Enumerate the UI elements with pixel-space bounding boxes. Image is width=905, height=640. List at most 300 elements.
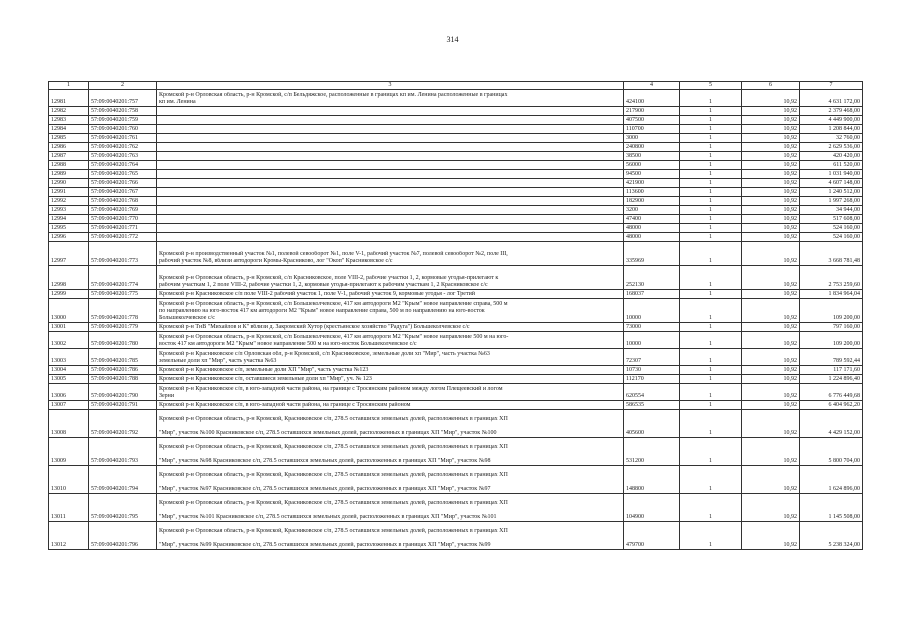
cadastral-number: 57:09:0040201:757 xyxy=(89,90,157,107)
description-cell xyxy=(157,366,624,375)
area-value: 182900 xyxy=(624,197,680,206)
cadastral-number: 57:09:0040201:772 xyxy=(89,233,157,242)
header-col-1: 1 xyxy=(49,82,89,90)
description-line: Кромской р-н производственный участок №1, полевой севооборот №1, поле V-1, рабочий участок №7, полевой севооборот №2, поле III, xyxy=(159,251,508,257)
description-cell xyxy=(157,375,624,384)
row-number: 12996 xyxy=(49,233,89,242)
cadastral-number: 57:09:0040201:767 xyxy=(89,188,157,197)
rate-value: 10,92 xyxy=(742,494,800,522)
cadastral-value: 6 404 962,20 xyxy=(800,401,863,410)
cadastral-number: 57:09:0040201:774 xyxy=(89,266,157,290)
table-row xyxy=(49,332,863,349)
description-cell xyxy=(157,332,624,349)
column-5-value: 1 xyxy=(680,134,742,143)
cadastral-value: 34 944,00 xyxy=(800,206,863,215)
table-row xyxy=(49,384,863,401)
row-number: 13009 xyxy=(49,438,89,466)
rate-value: 10,92 xyxy=(742,197,800,206)
area-value: 217900 xyxy=(624,107,680,116)
cadastral-value: 5 238 324,00 xyxy=(800,522,863,550)
cadastral-value: 109 200,00 xyxy=(800,299,863,323)
row-number: 12989 xyxy=(49,170,89,179)
rate-value: 10,92 xyxy=(742,349,800,366)
header-col-2: 2 xyxy=(89,82,157,90)
description-cell xyxy=(157,410,624,438)
description-cell xyxy=(157,179,624,188)
cadastral-number: 57:09:0040201:780 xyxy=(89,332,157,349)
cadastral-value: 2 629 536,00 xyxy=(800,143,863,152)
row-number: 12995 xyxy=(49,224,89,233)
cadastral-value: 109 200,00 xyxy=(800,332,863,349)
row-number: 12991 xyxy=(49,188,89,197)
area-value: 479700 xyxy=(624,522,680,550)
table-row xyxy=(49,206,863,215)
area-value: 73000 xyxy=(624,323,680,332)
cadastral-value: 1 145 508,00 xyxy=(800,494,863,522)
rate-value: 10,92 xyxy=(742,179,800,188)
cadastral-number: 57:09:0040201:761 xyxy=(89,134,157,143)
table-row xyxy=(49,224,863,233)
row-number: 13001 xyxy=(49,323,89,332)
description-line: "Мир", участок №100 Красниковское с/п, 278.5 оставшихся земельных долей, расположенных в границах ХП "Мир", участок №100 xyxy=(159,430,497,436)
rate-value: 10,92 xyxy=(742,224,800,233)
row-number: 12986 xyxy=(49,143,89,152)
column-5-value: 1 xyxy=(680,233,742,242)
column-5-value: 1 xyxy=(680,143,742,152)
register-body xyxy=(49,90,863,550)
description-cell xyxy=(157,197,624,206)
area-value: 48000 xyxy=(624,233,680,242)
description-line xyxy=(159,216,621,223)
header-row xyxy=(49,82,863,90)
description-cell xyxy=(157,206,624,215)
table-row xyxy=(49,349,863,366)
description-cell xyxy=(157,349,624,366)
column-5-value: 1 xyxy=(680,466,742,494)
table-row xyxy=(49,299,863,323)
description-cell xyxy=(157,466,624,494)
rate-value: 10,92 xyxy=(742,125,800,134)
column-5-value: 1 xyxy=(680,332,742,349)
table-row xyxy=(49,170,863,179)
rate-value: 10,92 xyxy=(742,188,800,197)
row-number: 13005 xyxy=(49,375,89,384)
description-line xyxy=(159,198,621,205)
cadastral-number: 57:09:0040201:769 xyxy=(89,206,157,215)
table-row xyxy=(49,215,863,224)
area-value: 10000 xyxy=(624,299,680,323)
description-line: Кромской р-н Красниковское с/п Орловская обл, р-н Кромской, с/п Красниковское, земельные доли хп "Мир", часть участка №63 xyxy=(159,351,490,357)
cadastral-number: 57:09:0040201:791 xyxy=(89,401,157,410)
description-line: "Мир", участок №101 Красниковское с/п, 278.5 оставшихся земельных долей, расположенных в границах ХП "Мир", участок №101 xyxy=(159,514,497,520)
row-number: 12984 xyxy=(49,125,89,134)
cadastral-value: 5 800 704,00 xyxy=(800,438,863,466)
cadastral-value: 6 776 449,68 xyxy=(800,384,863,401)
row-number: 13003 xyxy=(49,349,89,366)
row-number: 13011 xyxy=(49,494,89,522)
cadastral-value: 1 240 512,00 xyxy=(800,188,863,197)
register-table xyxy=(48,81,863,550)
table-row xyxy=(49,152,863,161)
area-value: 424100 xyxy=(624,90,680,107)
description-line: Кромской р-н Орловская область, р-н Кромской, Красниковское с/п, 278.5 оставшихся земельных долей, расположенных в границах ХП xyxy=(159,472,508,478)
area-value: 335969 xyxy=(624,242,680,266)
cadastral-value: 524 160,00 xyxy=(800,224,863,233)
table-row xyxy=(49,116,863,125)
cadastral-value: 611 520,00 xyxy=(800,161,863,170)
description-line xyxy=(159,108,621,115)
column-5-value: 1 xyxy=(680,494,742,522)
cadastral-number: 57:09:0040201:762 xyxy=(89,143,157,152)
column-5-value: 1 xyxy=(680,299,742,323)
column-5-value: 1 xyxy=(680,152,742,161)
table-row xyxy=(49,134,863,143)
row-number: 12982 xyxy=(49,107,89,116)
cadastral-value: 789 592,44 xyxy=(800,349,863,366)
rate-value: 10,92 xyxy=(742,410,800,438)
description-line: Кромской р-н ТнВ "Михайлов и К" вблизи д. Закромский Хутор (крестьянское хозяйство "Радуга") Большеколчевское с/с xyxy=(159,324,470,330)
description-cell xyxy=(157,215,624,224)
cadastral-value: 1 224 896,40 xyxy=(800,375,863,384)
cadastral-number: 57:09:0040201:793 xyxy=(89,438,157,466)
rate-value: 10,92 xyxy=(742,206,800,215)
area-value: 421900 xyxy=(624,179,680,188)
table-row xyxy=(49,233,863,242)
description-line: "Мир", участок №99 Красниковское с/п, 278.5 оставшихся земельных долей, расположенных в границах ХП "Мир", участок №99 xyxy=(159,542,491,548)
column-5-value: 1 xyxy=(680,290,742,299)
cadastral-number: 57:09:0040201:760 xyxy=(89,125,157,134)
table-row xyxy=(49,242,863,266)
table-row xyxy=(49,161,863,170)
area-value: 48000 xyxy=(624,224,680,233)
row-number: 12990 xyxy=(49,179,89,188)
header-col-4: 4 xyxy=(624,82,680,90)
column-5-value: 1 xyxy=(680,323,742,332)
table-row xyxy=(49,125,863,134)
rate-value: 10,92 xyxy=(742,290,800,299)
description-line xyxy=(159,162,621,169)
description-cell xyxy=(157,290,624,299)
table-row xyxy=(49,323,863,332)
row-number: 13008 xyxy=(49,410,89,438)
area-value: 405600 xyxy=(624,410,680,438)
cadastral-number: 57:09:0040201:790 xyxy=(89,384,157,401)
cadastral-number: 57:09:0040201:775 xyxy=(89,290,157,299)
description-line: рабочим участкам 1, 2 поле VIII-2, рабочие участки 1, 2, кормовые угодья-прилегают к рабочим участкам 1, 2 Красниковское с/с xyxy=(159,282,488,288)
row-number: 13000 xyxy=(49,299,89,323)
row-number: 13002 xyxy=(49,332,89,349)
rate-value: 10,92 xyxy=(742,299,800,323)
description-line: Кромской р-н Орловская область, р-н Кромской, с/п Большеколчевское, 417 км автодороги М2 "Крым" новое направление справа, 500 м xyxy=(159,301,508,307)
description-line: рабочий участок №8, вблизи автодороги Кромы-Красниково, лог "Окоп" Красниковское с/с xyxy=(159,258,393,264)
cadastral-value: 1 834 964,04 xyxy=(800,290,863,299)
description-cell xyxy=(157,522,624,550)
cadastral-number: 57:09:0040201:759 xyxy=(89,116,157,125)
description-cell xyxy=(157,134,624,143)
cadastral-value: 4 449 900,00 xyxy=(800,116,863,125)
description-cell xyxy=(157,266,624,290)
cadastral-value: 797 160,00 xyxy=(800,323,863,332)
rate-value: 10,92 xyxy=(742,233,800,242)
area-value: 104900 xyxy=(624,494,680,522)
description-cell xyxy=(157,242,624,266)
area-value: 407500 xyxy=(624,116,680,125)
description-cell xyxy=(157,323,624,332)
table-row xyxy=(49,401,863,410)
cadastral-value: 4 429 152,00 xyxy=(800,410,863,438)
area-value: 10000 xyxy=(624,332,680,349)
description-line: Кромской р-н Красниковское с/п, земельные доли ХП "Мир", часть участка №123 xyxy=(159,367,369,373)
area-value: 252130 xyxy=(624,266,680,290)
column-5-value: 1 xyxy=(680,242,742,266)
cadastral-value: 3 668 781,48 xyxy=(800,242,863,266)
cadastral-number: 57:09:0040201:758 xyxy=(89,107,157,116)
description-line xyxy=(159,451,621,458)
cadastral-number: 57:09:0040201:792 xyxy=(89,410,157,438)
row-number: 12998 xyxy=(49,266,89,290)
cadastral-number: 57:09:0040201:778 xyxy=(89,299,157,323)
description-line xyxy=(159,207,621,214)
rate-value: 10,92 xyxy=(742,215,800,224)
table-row xyxy=(49,197,863,206)
description-line xyxy=(159,234,621,241)
description-line: Кромской р-н Орловская область, р-н Кромской, Красниковское с/п, 278.5 оставшихся земельных долей, расположенных в границах ХП xyxy=(159,444,508,450)
rate-value: 10,92 xyxy=(742,266,800,290)
cadastral-number: 57:09:0040201:796 xyxy=(89,522,157,550)
description-line: Кромской р-н Орловская область, р-н Кромской, Красниковское с/п, 278.5 оставшихся земельных долей, расположенных в границах ХП xyxy=(159,528,508,534)
area-value: 110700 xyxy=(624,125,680,134)
row-number: 13012 xyxy=(49,522,89,550)
cadastral-number: 57:09:0040201:764 xyxy=(89,161,157,170)
column-5-value: 1 xyxy=(680,522,742,550)
area-value: 620554 xyxy=(624,384,680,401)
column-5-value: 1 xyxy=(680,410,742,438)
cadastral-number: 57:09:0040201:788 xyxy=(89,375,157,384)
description-cell xyxy=(157,494,624,522)
description-line xyxy=(159,144,621,151)
description-cell xyxy=(157,188,624,197)
table-row xyxy=(49,410,863,438)
cadastral-value: 32 760,00 xyxy=(800,134,863,143)
description-line: Кромской р-н Красниковское с/п, оставшиеся земельные доли хп "Мир", уч. № 123 xyxy=(159,376,372,382)
table-row xyxy=(49,522,863,550)
area-value: 531200 xyxy=(624,438,680,466)
row-number: 12988 xyxy=(49,161,89,170)
cadastral-value: 1 031 940,00 xyxy=(800,170,863,179)
rate-value: 10,92 xyxy=(742,152,800,161)
description-line xyxy=(159,153,621,160)
description-line xyxy=(159,117,621,124)
rate-value: 10,92 xyxy=(742,116,800,125)
description-cell xyxy=(157,384,624,401)
description-line xyxy=(159,535,621,542)
rate-value: 10,92 xyxy=(742,366,800,375)
area-value: 47400 xyxy=(624,215,680,224)
area-value: 113600 xyxy=(624,188,680,197)
rate-value: 10,92 xyxy=(742,242,800,266)
description-line: кп им. Ленина xyxy=(159,99,196,105)
cadastral-value: 517 608,00 xyxy=(800,215,863,224)
description-cell xyxy=(157,125,624,134)
rate-value: 10,92 xyxy=(742,332,800,349)
column-5-value: 1 xyxy=(680,384,742,401)
cadastral-value: 420 420,00 xyxy=(800,152,863,161)
area-value: 3000 xyxy=(624,134,680,143)
column-5-value: 1 xyxy=(680,179,742,188)
description-line: Кромской р-н Орловская область, р-н Кромской, с/п Большеколчевское, 417 км автодороги М2 "Крым" новое направление 500 м на юго- xyxy=(159,334,509,340)
description-cell xyxy=(157,143,624,152)
row-number: 12993 xyxy=(49,206,89,215)
description-cell xyxy=(157,299,624,323)
cadastral-number: 57:09:0040201:765 xyxy=(89,170,157,179)
rate-value: 10,92 xyxy=(742,401,800,410)
description-line: Кромской р-н Красниковское с/п, в юго-западной части района, на границе с Тросянским районом между логом Плещеевский и логом xyxy=(159,386,503,392)
row-number: 12992 xyxy=(49,197,89,206)
rate-value: 10,92 xyxy=(742,170,800,179)
rate-value: 10,92 xyxy=(742,522,800,550)
row-number: 13010 xyxy=(49,466,89,494)
description-cell xyxy=(157,152,624,161)
table-row xyxy=(49,179,863,188)
column-5-value: 1 xyxy=(680,224,742,233)
cadastral-value: 1 997 268,00 xyxy=(800,197,863,206)
description-line: Кромской р-н Орловская область, р-н Кромской, Красниковское с/п, 278.5 оставшихся земельных долей, расположенных в границах ХП xyxy=(159,500,508,506)
description-line: Кромской р-н Красниковское с/п, в юго-западной части района, на границе с Тросянским районом xyxy=(159,402,411,408)
table-row xyxy=(49,438,863,466)
row-number: 12987 xyxy=(49,152,89,161)
table-row xyxy=(49,107,863,116)
description-line: земельные доли хп "Мир", часть участка №63 xyxy=(159,358,277,364)
cadastral-number: 57:09:0040201:794 xyxy=(89,466,157,494)
area-value: 586535 xyxy=(624,401,680,410)
column-5-value: 1 xyxy=(680,107,742,116)
cadastral-value: 2 379 468,00 xyxy=(800,107,863,116)
row-number: 12999 xyxy=(49,290,89,299)
area-value: 72307 xyxy=(624,349,680,366)
table-row xyxy=(49,494,863,522)
table-row xyxy=(49,290,863,299)
header-col-7: 7 xyxy=(800,82,863,90)
page-number: 314 xyxy=(446,35,459,44)
cadastral-value: 4 631 172,00 xyxy=(800,90,863,107)
description-cell xyxy=(157,161,624,170)
description-line: "Мир", участок №98 Красниковское с/п, 278.5 оставшихся земельных долей, расположенных в границах ХП "Мир", участок №98 xyxy=(159,458,491,464)
description-line: восток 417 км автодороги М2 "Крым" новое направление 500 м на юго-восток Большеколчевское с/с xyxy=(159,341,417,347)
area-value: 3200 xyxy=(624,206,680,215)
row-number: 12981 xyxy=(49,90,89,107)
cadastral-value: 524 160,00 xyxy=(800,233,863,242)
description-line: "Мир", участок №97 Красниковское с/п, 278.5 оставшихся земельных долей, расположенных в границах ХП "Мир", участок №97 xyxy=(159,486,491,492)
table-row xyxy=(49,366,863,375)
column-5-value: 1 xyxy=(680,375,742,384)
area-value: 148800 xyxy=(624,466,680,494)
column-5-value: 1 xyxy=(680,125,742,134)
column-5-value: 1 xyxy=(680,188,742,197)
area-value: 240800 xyxy=(624,143,680,152)
header-col-5: 5 xyxy=(680,82,742,90)
cadastral-number: 57:09:0040201:766 xyxy=(89,179,157,188)
description-cell xyxy=(157,438,624,466)
column-5-value: 1 xyxy=(680,401,742,410)
table-row xyxy=(49,266,863,290)
description-line: Большеколчевское с/с xyxy=(159,315,215,321)
rate-value: 10,92 xyxy=(742,466,800,494)
description-cell xyxy=(157,224,624,233)
header-col-6: 6 xyxy=(742,82,800,90)
cadastral-value: 4 607 148,00 xyxy=(800,179,863,188)
description-line xyxy=(159,423,621,430)
column-5-value: 1 xyxy=(680,197,742,206)
description-cell xyxy=(157,170,624,179)
cadastral-number: 57:09:0040201:785 xyxy=(89,349,157,366)
table-row xyxy=(49,375,863,384)
rate-value: 10,92 xyxy=(742,90,800,107)
column-5-value: 1 xyxy=(680,349,742,366)
description-line: по направлению на юго-восток 417 км автодороги М2 "Крым" новое направление справа, 500 м по направлению на юго-восток xyxy=(159,308,485,314)
rate-value: 10,92 xyxy=(742,143,800,152)
column-5-value: 1 xyxy=(680,90,742,107)
description-line xyxy=(159,180,621,187)
cadastral-number: 57:09:0040201:779 xyxy=(89,323,157,332)
cadastral-value: 1 208 844,00 xyxy=(800,125,863,134)
table-row xyxy=(49,188,863,197)
area-value: 56000 xyxy=(624,161,680,170)
area-value: 38500 xyxy=(624,152,680,161)
cadastral-number: 57:09:0040201:773 xyxy=(89,242,157,266)
description-line xyxy=(159,189,621,196)
rate-value: 10,92 xyxy=(742,438,800,466)
area-value: 10730 xyxy=(624,366,680,375)
description-line xyxy=(159,126,621,133)
description-line xyxy=(159,507,621,514)
column-5-value: 1 xyxy=(680,206,742,215)
row-number: 13004 xyxy=(49,366,89,375)
description-cell xyxy=(157,116,624,125)
column-5-value: 1 xyxy=(680,161,742,170)
cadastral-value: 2 753 259,60 xyxy=(800,266,863,290)
description-line: Зерни xyxy=(159,393,175,399)
cadastral-value: 117 171,60 xyxy=(800,366,863,375)
table-row xyxy=(49,143,863,152)
row-number: 13007 xyxy=(49,401,89,410)
column-5-value: 1 xyxy=(680,366,742,375)
rate-value: 10,92 xyxy=(742,161,800,170)
row-number: 12997 xyxy=(49,242,89,266)
description-cell xyxy=(157,90,624,107)
column-5-value: 1 xyxy=(680,266,742,290)
row-number: 13006 xyxy=(49,384,89,401)
description-line xyxy=(159,135,621,142)
description-cell xyxy=(157,401,624,410)
cadastral-number: 57:09:0040201:795 xyxy=(89,494,157,522)
table-row xyxy=(49,466,863,494)
area-value: 94500 xyxy=(624,170,680,179)
description-line: Кромской р-н Красниковское с/п поле VIII-2 рабочий участок 1, поле V-1, рабочий участок 9, кормовые угодья - лог Третий xyxy=(159,291,476,297)
rate-value: 10,92 xyxy=(742,323,800,332)
cadastral-number: 57:09:0040201:770 xyxy=(89,215,157,224)
description-cell xyxy=(157,233,624,242)
rate-value: 10,92 xyxy=(742,107,800,116)
rate-value: 10,92 xyxy=(742,134,800,143)
cadastral-number: 57:09:0040201:768 xyxy=(89,197,157,206)
row-number: 12994 xyxy=(49,215,89,224)
area-value: 112170 xyxy=(624,375,680,384)
description-line: Кромской р-н Орловская область, р-н Кромской, с/п Бельдяжское, расположенные в границах кп им. Ленина расположенные в границах xyxy=(159,92,508,98)
description-line xyxy=(159,479,621,486)
rate-value: 10,92 xyxy=(742,375,800,384)
table-row xyxy=(49,90,863,107)
description-line: Кромской р-н Орловская область, р-н Кромской, Красниковское с/п, 278.5 оставшихся земельных долей, расположенных в границах ХП xyxy=(159,416,508,422)
